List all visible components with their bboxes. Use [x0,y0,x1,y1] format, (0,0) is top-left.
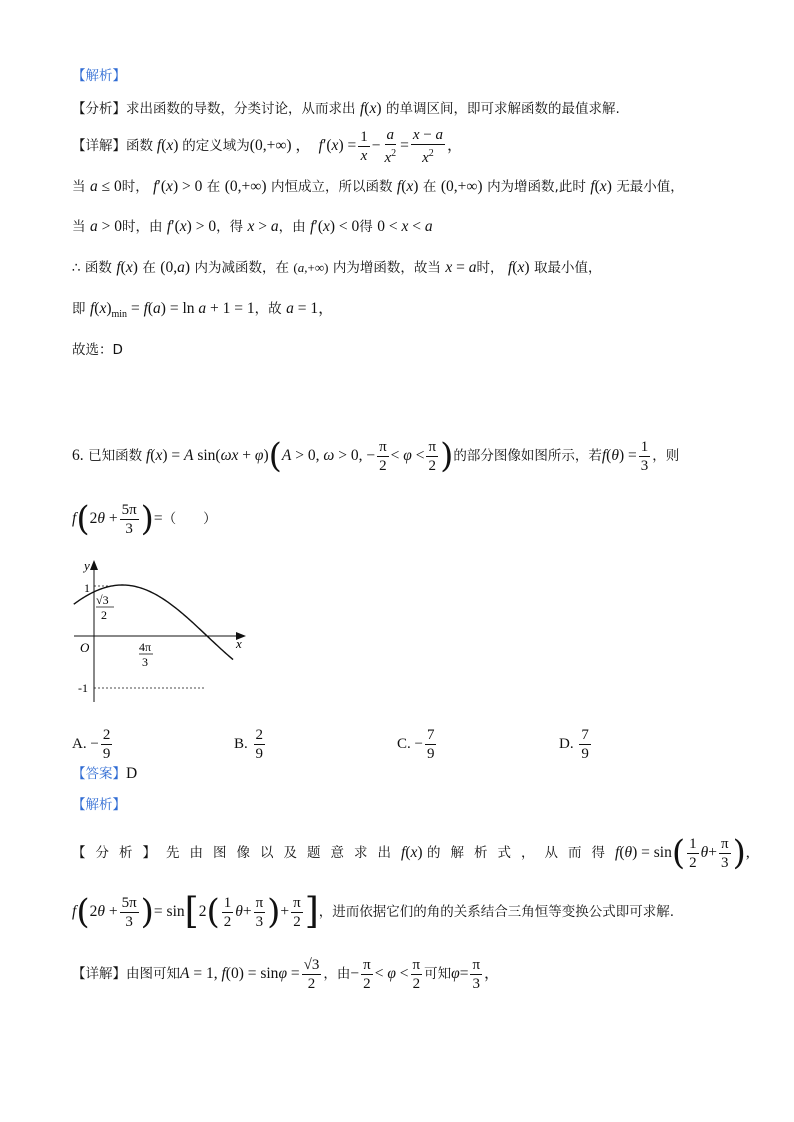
intercept-denominator: 2 [101,608,107,622]
detail-4e: 时， [476,260,504,276]
y-axis-label: y [84,558,90,573]
option-a-num: 2 [102,727,111,743]
fenxi-2a: 先由图像以及题意求出 [166,845,401,861]
xj-2a: 由图可知 [126,966,180,982]
option-b-letter: B. [234,736,248,752]
option-c-num: 7 [426,727,435,743]
xj-2b: ，由 [323,966,351,982]
option-a-den: 9 [102,746,111,762]
detail-line-3: 当 a > 0时，由 f′(x) > 0，得 x > a，由 f′(x) < 0得 0 < x < a [72,218,433,235]
fenxi-tag: 【分析】 [72,101,126,117]
analysis-summary: 【分析】求出函数的导数，分类讨论，从而求出 f(x) 的单调区间，即可求解函数的最值求解. [72,100,620,117]
q6-stem-a: 已知函数 [88,448,143,464]
detail-line-4: ∴ 函数 f(x) 在 (0,a) 内为减函数，在 (a,+∞) 内为增函数，故当 x = a时， f(x) 取最小值， [72,259,602,276]
detail-1b: 的定义域为 [182,138,250,154]
detail-2g: 无最小值， [616,179,684,195]
x-tick-denominator: 3 [142,655,148,669]
option-d-num: 7 [581,727,589,743]
option-c[interactable] [397,726,438,763]
option-d[interactable] [559,726,593,763]
detail-line-5: 即 $f(x)_{min} = f(a) = \ln a + 1 = 1$，故 a = 1， [72,300,334,321]
detail-line-2: 当 a ≤ 0时， f′(x) > 0 在 (0,+∞) 内恒成立，所以函数 f(x) 在 (0,+∞) 内为增函数,此时 f(x) 无最小值， [72,178,684,195]
detail-3c: ，得 [216,219,244,235]
option-a-sign: − [90,736,99,752]
analysis-2-line-1: 【分析】 先由图像以及题意求出 f(x) 的解析式，从而得 f(θ) = sin ( $\frac{1}{2}$ θ + $\frac{\pi}{3}$ ) , [72,833,750,873]
xj-2c: 可知 [424,966,452,982]
question-6-stem: 6. 已知函数 f(x) = A sin(ωx + φ) ( A > 0, ω > 0, − $\frac{\pi}{2}$ < φ < $\frac{\pi}{2}$ ) 的部分图像如图所示，若 f(θ) = $\frac{1}{3}$ ，则 [72,436,680,476]
detail-4a: ∴ 函数 [72,260,112,276]
option-a-letter: A. [72,736,87,752]
fenxi-tag-2: 【分析】 [72,845,166,861]
q6-stem-b: 的部分图像如图所示，若 [453,448,602,464]
answer-value: D [126,765,138,782]
detail-2a: 当 [72,179,86,195]
analysis-heading: 【解析】 [72,68,126,84]
question-6-expression: f ( 2θ + $\frac{5\pi}{3}$ ) = （ ） [72,499,217,539]
answer-blank: （ ） [162,511,217,527]
detail-2f: 内为增函数,此时 [487,179,586,195]
option-d-den: 9 [581,746,589,762]
detail-2-line-1: 【详解】 由图可知 A = 1, f(0) = sinφ = $\frac{√3}{2}$ ，由 − $\frac{\pi}{2}$ < φ < $\frac{\pi}{2}$ 可知 φ = $\frac{\pi}{3}$ ， [72,956,500,992]
y-axis-arrow [90,560,98,570]
detail-3b: 时，由 [121,219,163,235]
detail-1a: 函数 [126,138,153,154]
xiangjie-tag: 【详解】 [72,138,126,154]
fenxi-text-a: 求出函数的导数，分类讨论，从而求出 [126,101,356,117]
option-c-letter: C. [397,736,411,752]
detail-3a: 当 [72,219,86,235]
option-b[interactable] [234,726,267,763]
answer-tag: 【答案】 [72,766,126,782]
intercept-numerator: √3 [96,593,109,607]
detail-2e: 在 [422,179,437,195]
detail-2d: 内恒成立，所以函数 [270,179,393,195]
detail-3d: ，由 [278,219,306,235]
detail-5a: 即 [72,301,86,317]
detail-2b: 时， [121,179,149,195]
detail-4d: 内为增函数，故当 [332,260,441,276]
answer-line [72,764,137,784]
sine-graph [60,556,260,706]
detail-5b: ，故 [254,301,282,317]
option-c-den: 9 [426,746,435,762]
analysis-2-line-2: f ( 2θ + $\frac{5\pi}{3}$ ) = sin [ 2 ( $\frac{1}{2}$ θ + $\frac{\pi}{3}$ ) + $\frac{\pi}{2}$ ] ，进而依据它们的角的关系结合三角恒等变换公式即可求解. [72,891,675,932]
detail-3e: 得 [359,219,373,235]
y-min-label: -1 [78,681,88,695]
detail-line-1: 【详解】 函数 f(x) 的定义域为 (0,+∞) ， f′(x) = $\frac{1}{x}$ − $\frac{a}{x^2}$ = $\frac{x - a}{x^2}$ ， [72,126,463,166]
analysis-heading-2: 【解析】 [72,797,126,813]
fenxi-2b: 的解析式，从而得 [427,845,615,861]
previous-answer: 故选：D [72,342,123,358]
x-tick-numerator: 4π [139,640,152,654]
detail-4f: 取最小值， [533,260,602,276]
option-c-sign: − [414,736,423,752]
detail-4c: 内为减函数，在 [194,260,289,276]
x-axis-label: x [236,636,242,651]
y-max-label: 1 [84,581,90,595]
analysis-2-tail: ，进而依据它们的角的关系结合三角恒等变换公式即可求解. [318,904,675,920]
q6-stem-c: ，则 [652,448,680,464]
option-b-den: 9 [255,746,264,762]
origin-label: O [80,640,90,655]
option-a[interactable] [72,726,114,763]
question-number: 6. [72,447,84,464]
option-d-letter: D. [559,736,574,752]
option-b-num: 2 [255,727,264,743]
fenxi-text-b: 的单调区间，即可求解函数的最值求解. [385,101,620,117]
detail-4b: 在 [142,260,156,276]
xiangjie-tag-2: 【详解】 [72,966,126,982]
detail-2c: 在 [206,179,221,195]
